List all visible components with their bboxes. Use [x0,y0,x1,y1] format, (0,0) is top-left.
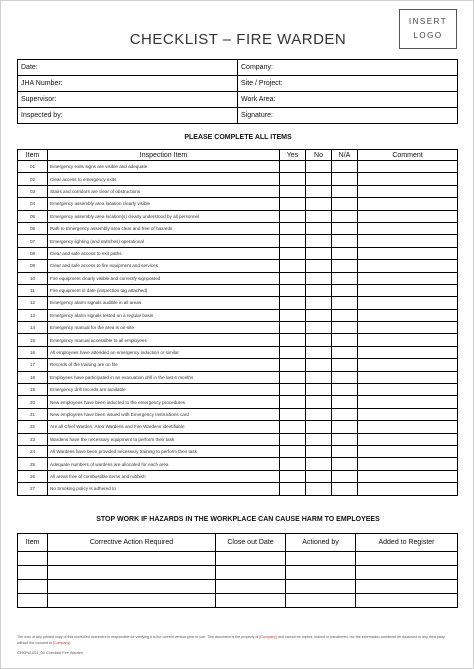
checklist-item-number: 25 [18,458,48,470]
checklist-header-row [18,150,458,161]
checklist-item-text: New employees have been issued with Emergency Instructions card [48,408,280,420]
no-cell[interactable] [306,297,332,309]
yes-cell[interactable] [280,408,306,420]
checklist-item-text: Emergency alarm signals tested on a regular basis [48,309,280,321]
work-area-field: Work Area: [238,92,458,108]
checklist-item-text: Records of the training are on file [48,359,280,371]
yes-cell[interactable] [280,185,306,197]
checklist-item-text: Fire equipment clearly visible and correctly signposted [48,272,280,284]
comment-cell[interactable] [358,173,458,185]
yes-cell[interactable] [280,222,306,234]
no-cell[interactable] [306,260,332,272]
checklist-item-text: All areas free of combustible items and rubbish [48,470,280,482]
checklist-item-text: Emergency lighting (and switches) operational [48,235,280,247]
checklist-item-text: Emergency manual accessible to all employees [48,334,280,346]
footer-company-2: [Company] [52,641,71,645]
checklist-item-number: 19 [18,384,48,396]
checklist-item-number: 04 [18,198,48,210]
no-cell[interactable] [306,421,332,433]
checklist-row [18,322,458,334]
checklist-item-text: Clear and safe access to fire equipment and services [48,260,280,272]
na-cell[interactable] [332,371,358,383]
footer-company-1: [Company] [259,635,277,639]
yes-cell[interactable] [280,247,306,259]
actions-body [18,552,458,608]
checklist-item-number: 02 [18,173,48,185]
na-cell[interactable] [332,433,358,445]
checklist-item-text: Clear and safe access to exit paths [48,247,280,259]
checklist-item-text: Emergency assembly area location(s) clearly understood by all personnel [48,210,280,222]
checklist-row [18,297,458,309]
action-row [18,580,458,594]
checklist-item-text: New employees have been inducted to the emergency procedures [48,396,280,408]
na-cell[interactable] [332,322,358,334]
action-row [18,566,458,580]
comment-cell[interactable] [358,408,458,420]
added-to-register-cell[interactable] [356,552,458,566]
no-cell[interactable] [306,346,332,358]
yes-cell[interactable] [280,161,306,173]
na-cell[interactable] [332,210,358,222]
checklist-row [18,371,458,383]
na-cell[interactable] [332,235,358,247]
checklist-heading: PLEASE COMPLETE ALL ITEMS [184,134,292,141]
col-no: No [306,150,332,161]
checklist-item-number: 10 [18,272,48,284]
no-cell[interactable] [306,408,332,420]
corrective-action-cell[interactable] [48,552,216,566]
yes-cell[interactable] [280,322,306,334]
close-out-date-cell[interactable] [216,552,286,566]
checklist-body [18,161,458,496]
checklist-row [18,185,458,197]
footer-disclaimer [17,634,457,646]
no-cell[interactable] [306,359,332,371]
jha-number-field: JHA Number: [18,76,238,92]
document-title: CHECKLIST – FIRE WARDEN [129,31,347,48]
no-cell[interactable] [306,161,332,173]
comment-cell[interactable] [358,483,458,495]
col-added-to-register: Added to Register [356,534,458,552]
no-cell[interactable] [306,470,332,482]
checklist-row [18,408,458,420]
checklist-item-text: Emergency drill records are available [48,384,280,396]
na-cell[interactable] [332,421,358,433]
no-cell[interactable] [306,210,332,222]
checklist-item-number: 24 [18,445,48,457]
checklist-item-text: Emergency manual for the area is on-site [48,322,280,334]
checklist-item-text: All Wardens have been provided necessary training to perform their task [48,445,280,457]
checklist-item-text: Wardens have the necessary equipment to perform their task [48,433,280,445]
no-cell[interactable] [306,396,332,408]
comment-cell[interactable] [358,421,458,433]
close-out-date-cell[interactable] [216,566,286,580]
no-cell[interactable] [306,272,332,284]
comment-cell[interactable] [358,210,458,222]
actioned-by-cell[interactable] [286,566,356,580]
no-cell[interactable] [306,173,332,185]
no-cell[interactable] [306,483,332,495]
action-item-cell[interactable] [18,594,48,608]
no-cell[interactable] [306,235,332,247]
checklist-item-text: Emergency alarm signals audible in all areas [48,297,280,309]
site-project-field: Site / Project: [238,76,458,92]
yes-cell[interactable] [280,371,306,383]
checklist-item-number: 17 [18,359,48,371]
company-field: Company: [238,60,458,76]
corrective-actions-table [17,533,458,608]
na-cell[interactable] [332,458,358,470]
checklist-item-number: 14 [18,322,48,334]
signature-field: Signature: [238,108,458,124]
yes-cell[interactable] [280,260,306,272]
comment-cell[interactable] [358,297,458,309]
checklist-row [18,247,458,259]
actions-header-row [18,534,458,552]
checklist-row [18,161,458,173]
comment-cell[interactable] [358,284,458,296]
comment-cell[interactable] [358,384,458,396]
yes-cell[interactable] [280,470,306,482]
no-cell[interactable] [306,198,332,210]
yes-cell[interactable] [280,396,306,408]
na-cell[interactable] [332,445,358,457]
na-cell[interactable] [332,408,358,420]
checklist-item-text: Path to Emergency assembly area clear and free of hazards [48,222,280,234]
col-yes: Yes [280,150,306,161]
action-item-cell[interactable] [18,552,48,566]
checklist-item-number: 05 [18,210,48,222]
supervisor-field: Supervisor: [18,92,238,108]
na-cell[interactable] [332,470,358,482]
comment-cell[interactable] [358,247,458,259]
no-cell[interactable] [306,309,332,321]
stop-work-heading: STOP WORK IF HAZARDS IN THE WORKPLACE CAN CAUSE HARM TO EMPLOYEES [96,516,380,523]
col-na: N/A [332,150,358,161]
checklist-row [18,458,458,470]
checklist-row [18,433,458,445]
checklist-row [18,445,458,457]
comment-cell[interactable] [358,235,458,247]
na-cell[interactable] [332,185,358,197]
col-actioned-by: Actioned by [286,534,356,552]
checklist-row [18,309,458,321]
yes-cell[interactable] [280,272,306,284]
checklist-item-number: 11 [18,284,48,296]
na-cell[interactable] [332,173,358,185]
yes-cell[interactable] [280,284,306,296]
yes-cell[interactable] [280,346,306,358]
no-cell[interactable] [306,247,332,259]
added-to-register-cell[interactable] [356,594,458,608]
action-row [18,594,458,608]
na-cell[interactable] [332,359,358,371]
na-cell[interactable] [332,272,358,284]
checklist-item-number: 18 [18,371,48,383]
na-cell[interactable] [332,396,358,408]
actioned-by-cell[interactable] [286,580,356,594]
comment-cell[interactable] [358,161,458,173]
col-item: Item [18,150,48,161]
no-cell[interactable] [306,371,332,383]
checklist-item-number: 09 [18,260,48,272]
checklist-row [18,346,458,358]
no-cell[interactable] [306,384,332,396]
inspection-checklist-table [17,149,458,496]
na-cell[interactable] [332,297,358,309]
actioned-by-cell[interactable] [286,594,356,608]
col-inspection-item: Inspection Item [48,150,280,161]
inspected-by-field: Inspected by: [18,108,238,124]
col-comment: Comment [358,150,458,161]
comment-cell[interactable] [358,445,458,457]
checklist-row [18,384,458,396]
checklist-item-number: 26 [18,470,48,482]
na-cell[interactable] [332,198,358,210]
logo-line-logo: LOGO [413,31,443,40]
col-action-item: Item [18,534,48,552]
checklist-row [18,483,458,495]
checklist-item-number: 21 [18,408,48,420]
no-cell[interactable] [306,445,332,457]
footer-text-a: The user of any printed copy of this controlled document is responsible for verifying it is the current version prior to use. This document is the property of [17,635,259,639]
checklist-item-number: 16 [18,346,48,358]
comment-cell[interactable] [358,222,458,234]
action-item-cell[interactable] [18,566,48,580]
checklist-row [18,260,458,272]
close-out-date-cell[interactable] [216,580,286,594]
na-cell[interactable] [332,483,358,495]
yes-cell[interactable] [280,433,306,445]
checklist-row [18,173,458,185]
checklist-item-number: 20 [18,396,48,408]
action-row [18,552,458,566]
no-cell[interactable] [306,334,332,346]
checklist-row [18,235,458,247]
na-cell[interactable] [332,260,358,272]
checklist-row [18,198,458,210]
na-cell[interactable] [332,309,358,321]
no-cell[interactable] [306,458,332,470]
checklist-item-number: 27 [18,483,48,495]
checklist-item-text: All employees have attended an emergency induction or similar [48,346,280,358]
comment-cell[interactable] [358,458,458,470]
checklist-row [18,210,458,222]
actioned-by-cell[interactable] [286,552,356,566]
checklist-row [18,334,458,346]
na-cell[interactable] [332,346,358,358]
date-field: Date: [18,60,238,76]
checklist-item-text: Employees have participated in an evacuation drill in the last 6 months [48,371,280,383]
checklist-item-text: Stairs and corridors are clear of obstructions [48,185,280,197]
col-corrective-action: Corrective Action Required [48,534,216,552]
yes-cell[interactable] [280,235,306,247]
corrective-action-cell[interactable] [48,594,216,608]
footer-text-b: and cannot be copied, loaned or transferred, nor the information contained be disclosed to any third party without the consent of [17,635,445,645]
checklist-item-number: 13 [18,309,48,321]
checklist-item-text: Adequate numbers of wardens are allocated for each area [48,458,280,470]
checklist-row [18,470,458,482]
no-cell[interactable] [306,185,332,197]
comment-cell[interactable] [358,309,458,321]
na-cell[interactable] [332,222,358,234]
logo-line-insert: INSERT [408,17,448,26]
document-id: CHKFW-001_00 Checklist Fire Warden [17,651,84,655]
no-cell[interactable] [306,284,332,296]
checklist-row [18,421,458,433]
checklist-item-number: 03 [18,185,48,197]
comment-cell[interactable] [358,359,458,371]
comment-cell[interactable] [358,185,458,197]
checklist-item-text: Emergency exits signs are visible and adequate [48,161,280,173]
na-cell[interactable] [332,384,358,396]
checklist-item-number: 22 [18,421,48,433]
na-cell[interactable] [332,334,358,346]
comment-cell[interactable] [358,433,458,445]
na-cell[interactable] [332,161,358,173]
checklist-item-text: No Smoking policy is adhered to [48,483,280,495]
yes-cell[interactable] [280,334,306,346]
comment-cell[interactable] [358,371,458,383]
comment-cell[interactable] [358,322,458,334]
added-to-register-cell[interactable] [356,566,458,580]
yes-cell[interactable] [280,458,306,470]
action-item-cell[interactable] [18,580,48,594]
checklist-item-text: Are all Chief Warden, Area Wardens and Fire Wardens identifiable [48,421,280,433]
no-cell[interactable] [306,433,332,445]
checklist-item-number: 23 [18,433,48,445]
yes-cell[interactable] [280,384,306,396]
yes-cell[interactable] [280,445,306,457]
no-cell[interactable] [306,322,332,334]
comment-cell[interactable] [358,396,458,408]
checklist-item-number: 01 [18,161,48,173]
comment-cell[interactable] [358,260,458,272]
comment-cell[interactable] [358,198,458,210]
checklist-item-number: 06 [18,222,48,234]
added-to-register-cell[interactable] [356,580,458,594]
checklist-row [18,272,458,284]
checklist-row [18,222,458,234]
col-close-out-date: Close out Date [216,534,286,552]
na-cell[interactable] [332,247,358,259]
comment-cell[interactable] [358,334,458,346]
checklist-row [18,396,458,408]
yes-cell[interactable] [280,297,306,309]
checklist-item-text: Fire equipment in date (inspection tag attached) [48,284,280,296]
yes-cell[interactable] [280,173,306,185]
yes-cell[interactable] [280,210,306,222]
close-out-date-cell[interactable] [216,594,286,608]
checklist-item-text: Clear access to emergency exits [48,173,280,185]
checklist-item-number: 08 [18,247,48,259]
comment-cell[interactable] [358,346,458,358]
no-cell[interactable] [306,222,332,234]
yes-cell[interactable] [280,421,306,433]
yes-cell[interactable] [280,309,306,321]
corrective-action-cell[interactable] [48,580,216,594]
comment-cell[interactable] [358,470,458,482]
checklist-item-number: 07 [18,235,48,247]
na-cell[interactable] [332,284,358,296]
checklist-item-text: Emergency assembly area location clearly visible [48,198,280,210]
corrective-action-cell[interactable] [48,566,216,580]
checklist-item-number: 12 [18,297,48,309]
checklist-row [18,359,458,371]
yes-cell[interactable] [280,198,306,210]
info-table [17,59,458,124]
yes-cell[interactable] [280,483,306,495]
checklist-row [18,284,458,296]
yes-cell[interactable] [280,359,306,371]
comment-cell[interactable] [358,272,458,284]
logo-placeholder [399,9,457,49]
checklist-item-number: 15 [18,334,48,346]
